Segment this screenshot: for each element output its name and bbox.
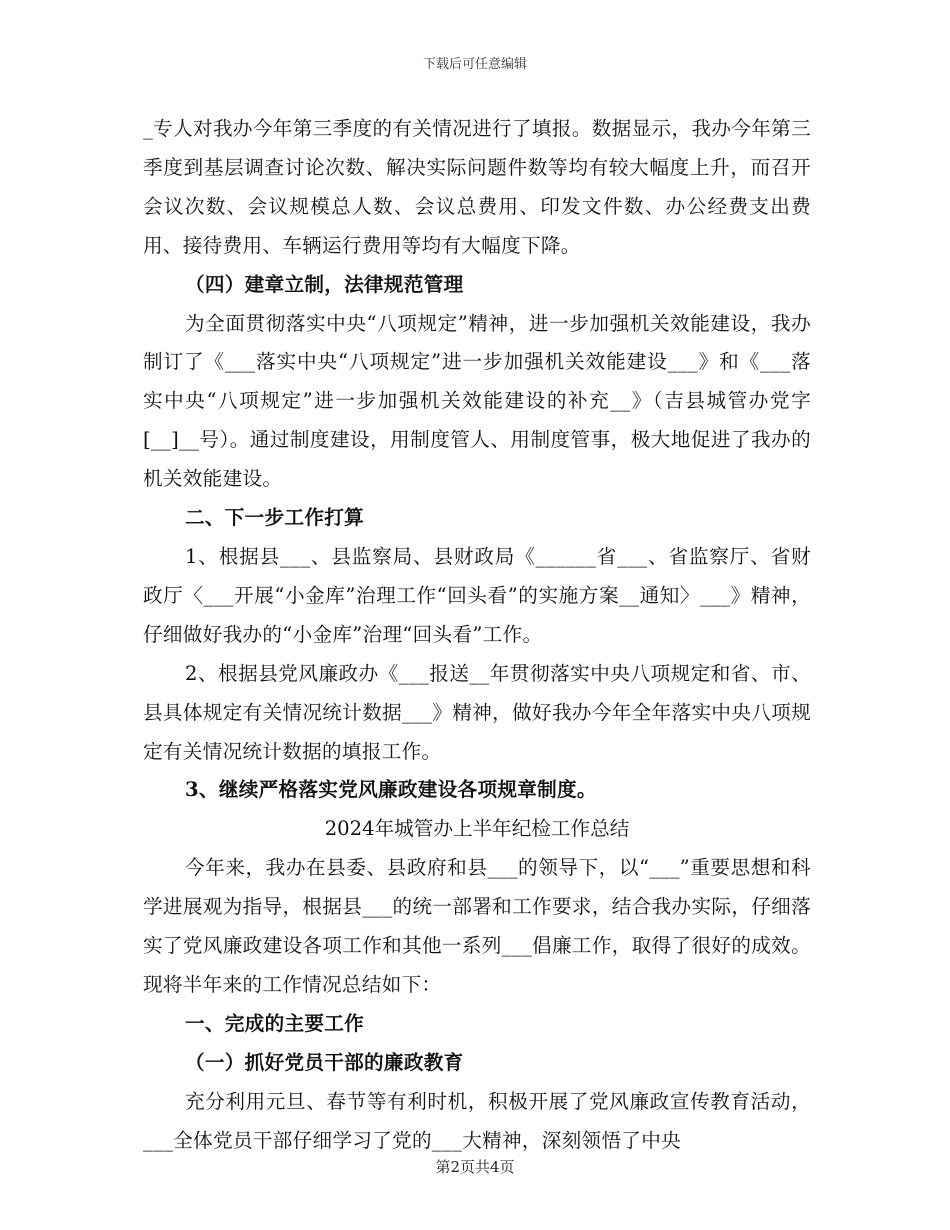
section-heading-main-work: 一、完成的主要工作 xyxy=(185,1011,365,1035)
section-heading-next-steps: 二、下一步工作打算 xyxy=(185,506,365,530)
document-title: 2024年城管办上半年纪检工作总结 xyxy=(324,817,630,841)
page-footer-number: 第2页共4页 xyxy=(435,1158,515,1176)
paragraph-next-step-1: 1、根据县___、县监察局、县财政局《______省___、省监察厅、省财政厅〈___开展“小金库”治理工作“回头看”的实施方案__通知〉___》精神，仔细做好我办的“小金库”治理“回头看”工作。 xyxy=(143,544,811,646)
document-body xyxy=(143,110,811,1160)
paragraph-quarter-report: _专人对我办今年第三季度的有关情况进行了填报。数据显示，我办今年第三季度到基层调查讨论次数、解决实际问题件数等均有较大幅度上升，而召开会议次数、会议规模总人数、会议总费用、印发文件数、办公经费支出费用、接待费用、车辆运行费用等均有大幅度下降。 xyxy=(143,117,811,257)
page-header-note: 下载后可任意编辑 xyxy=(422,57,527,72)
paragraph-intro: 今年来，我办在县委、县政府和县___的领导下，以“___”重要思想和科学进展观为指导，根据县___的统一部署和工作要求，结合我办实际，仔细落实了党风廉政建设各项工作和其他一系列___倡廉工作，取得了很好的成效。现将半年来的工作情况总结如下： xyxy=(143,856,811,996)
paragraph-next-step-2: 2、根据县党风廉政办《___报送__年贯彻落实中央八项规定和省、市、县具体规定有关情况统计数据___》精神，做好我办今年全年落实中央八项规定有关情况统计数据的填报工作。 xyxy=(143,661,811,763)
paragraph-next-step-3: 3、继续严格落实党风廉政建设各项规章制度。 xyxy=(185,778,597,802)
paragraph-rules: 为全面贯彻落实中央“八项规定”精神，进一步加强机关效能建设，我办制订了《___落实中央“八项规定”进一步加强机关效能建设___》和《___落实中央“八项规定”进一步加强机关效能建设的补充__》（吉县城管办党字[__]__号）。通过制度建设，用制度管人、用制度管事，极大地促进了我办的机关效能建设。 xyxy=(143,311,811,491)
section-heading-rules: （四）建章立制，法律规范管理 xyxy=(185,272,464,296)
paragraph-education: 充分利用元旦、春节等有利时机，积极开展了党风廉政宣传教育活动，___全体党员干部仔细学习了党的___大精神，深刻领悟了中央 xyxy=(143,1089,811,1152)
subsection-heading-education: （一）抓好党员干部的廉政教育 xyxy=(185,1050,464,1074)
